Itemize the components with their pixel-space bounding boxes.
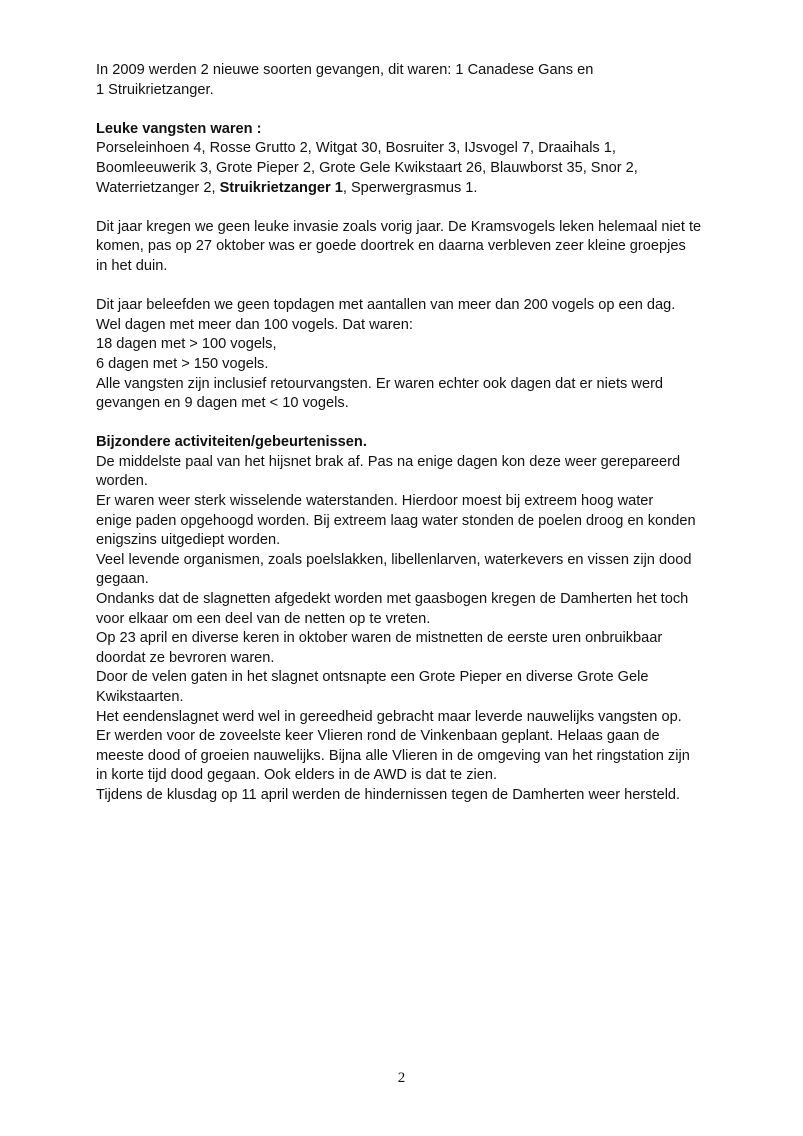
text-line: enige paden opgehoogd worden. Bij extreem laag water stonden de poelen droog en konden [96, 512, 696, 529]
text-line: Er waren weer sterk wisselende waterstanden. Hierdoor moest bij extreem hoog water [96, 493, 654, 510]
text-line: Het eendenslagnet werd wel in gereedheid gebracht maar leverde nauwelijks vangsten op. [96, 708, 682, 725]
paragraph-gap [96, 414, 756, 434]
text-line: gevangen en 9 dagen met < 10 vogels. [96, 395, 349, 412]
text-segment: Waterrietzanger 2, [96, 179, 220, 196]
activiteiten-paragraph [96, 433, 756, 805]
section-heading: Leuke vangsten waren : [96, 120, 262, 137]
text-line: Dit jaar kregen we geen leuke invasie zoals vorig jaar. De Kramsvogels leken helemaal niet te [96, 218, 702, 235]
text-line: in korte tijd dood gegaan. Ook elders in de AWD is dat te zien. [96, 767, 498, 784]
text-line: Veel levende organismen, zoals poelslakken, libellenlarven, waterkevers en vissen zijn dood [96, 551, 692, 568]
text-line: Er werden voor de zoveelste keer Vlieren rond de Vinkenbaan geplant. Helaas gaan de [96, 728, 660, 745]
text-line: De middelste paal van het hijsnet brak af. Pas na enige dagen kon deze weer gerepareerd [96, 453, 681, 470]
text-line: voor elkaar om een deel van de netten op te vreten. [96, 610, 431, 627]
text-line: Tijdens de klusdag op 11 april werden de hindernissen tegen de Damherten weer hersteld. [96, 786, 681, 803]
text-line: Ondanks dat de slagnetten afgedekt worden met gaasbogen kregen de Damherten het toch [96, 591, 689, 608]
text-line [96, 179, 756, 199]
text-line: worden. [96, 473, 148, 490]
paragraph-gap [96, 100, 756, 120]
intro-paragraph [96, 61, 756, 100]
leuke-vangsten-paragraph [96, 120, 756, 198]
text-line: Dit jaar beleefden we geen topdagen met aantallen van meer dan 200 vogels op een dag. [96, 297, 676, 314]
text-line: Door de velen gaten in het slagnet ontsnapte een Grote Pieper en diverse Grote Gele [96, 669, 649, 686]
invasie-paragraph [96, 218, 756, 277]
text-line: doordat ze bevroren waren. [96, 649, 275, 666]
paragraph-gap [96, 198, 756, 218]
text-line: komen, pas op 27 oktober was er goede doortrek en daarna verbleven zeer kleine groepjes [96, 238, 686, 255]
text-line: Alle vangsten zijn inclusief retourvangsten. Er waren echter ook dagen dat er niets werd [96, 375, 664, 392]
text-line: Op 23 april en diverse keren in oktober waren de mistnetten de eerste uren onbruikbaar [96, 630, 663, 647]
bold-species-name: Struikrietzanger 1 [219, 179, 343, 196]
text-line: enigszins uitgediept worden. [96, 532, 281, 549]
text-line: meeste dood of groeien nauwelijks. Bijna alle Vlieren in de omgeving van het ringstation zijn [96, 747, 690, 764]
text-line: In 2009 werden 2 nieuwe soorten gevangen, dit waren: 1 Canadese Gans en [96, 62, 594, 78]
section-heading: Bijzondere activiteiten/gebeurtenissen. [96, 434, 367, 451]
page-content [96, 61, 756, 806]
paragraph-gap [96, 277, 756, 297]
text-line: Kwikstaarten. [96, 689, 184, 705]
page-number: 2 [397, 1070, 406, 1086]
text-line: in het duin. [96, 257, 168, 274]
text-line: 6 dagen met > 150 vogels. [96, 355, 269, 372]
text-segment: , Sperwergrasmus 1. [342, 179, 478, 196]
text-line: 1 Struikrietzanger. [96, 81, 214, 98]
text-line: Porseleinhoen 4, Rosse Grutto 2, Witgat 30, Bosruiter 3, IJsvogel 7, Draaihals 1, [96, 140, 616, 157]
topdagen-paragraph [96, 296, 756, 414]
text-line: Wel dagen met meer dan 100 vogels. Dat waren: [96, 316, 413, 333]
text-line: 18 dagen met > 100 vogels, [96, 336, 277, 353]
text-line: gegaan. [96, 571, 149, 588]
text-line: Boomleeuwerik 3, Grote Pieper 2, Grote Gele Kwikstaart 26, Blauwborst 35, Snor 2, [96, 159, 638, 176]
